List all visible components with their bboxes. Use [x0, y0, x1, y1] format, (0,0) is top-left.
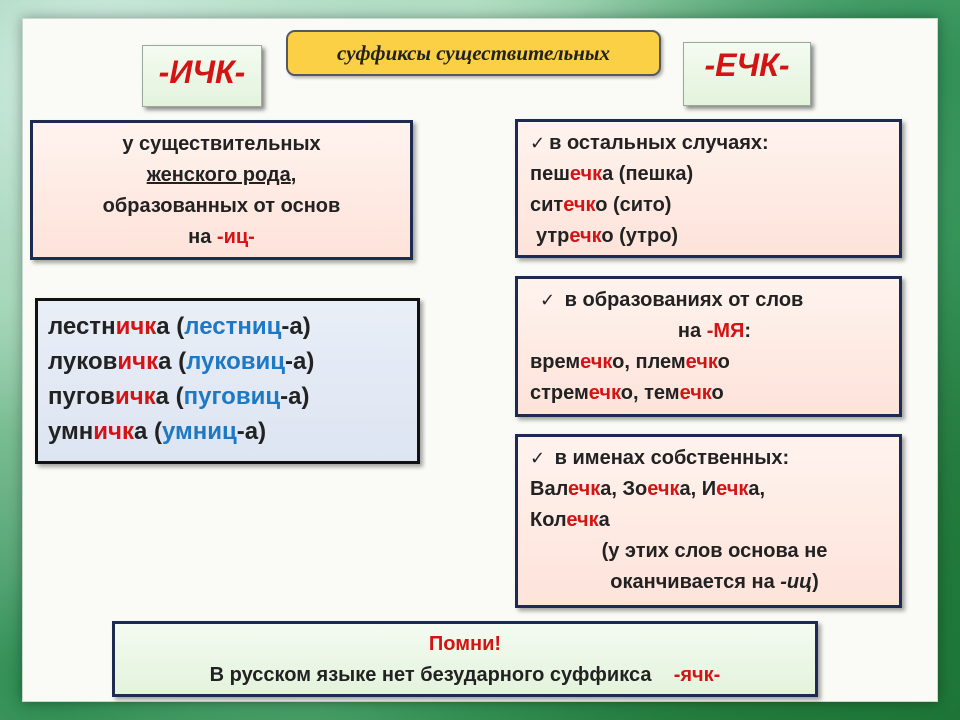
word-ending: о, тем	[620, 382, 680, 404]
example-row	[48, 379, 417, 414]
case-heading	[530, 443, 899, 474]
ichk-rule-box	[30, 120, 413, 260]
echk-case-other-box	[515, 119, 902, 258]
word-root: врем	[530, 351, 581, 373]
word-ending: а, Зо	[600, 478, 648, 500]
note-italic-suffix: -иц	[780, 571, 813, 593]
case-heading	[530, 285, 899, 316]
word-root: сит	[530, 194, 564, 216]
case-example	[530, 190, 899, 221]
word-suffix: ечк	[566, 509, 599, 531]
word-suffix: ичк	[117, 348, 159, 375]
word-suffix: ечк	[685, 351, 718, 373]
slide-title: суффиксы существительных	[286, 30, 661, 76]
word-suffix: ечк	[647, 478, 680, 500]
rule-line-3: образованных от основ	[102, 195, 341, 217]
case-example	[530, 347, 899, 378]
echk-case-proper-names-box	[515, 434, 902, 608]
word-suffix: ечк	[569, 163, 603, 185]
word-root: луков	[48, 348, 118, 375]
rule-suffix-ic: -иц-	[216, 226, 255, 248]
word-ending: а (	[156, 313, 185, 340]
ichk-suffix-label: -ИЧК-	[142, 45, 262, 107]
case-note-line-2	[530, 567, 899, 598]
word-suffix: ичк	[114, 383, 156, 410]
word-ending: а (	[158, 348, 187, 375]
case-heading	[530, 128, 899, 159]
case-example	[530, 159, 899, 190]
word-ending: о, плем	[612, 351, 686, 373]
base-word: умниц	[162, 418, 237, 445]
ichk-examples-box	[35, 298, 420, 464]
word-ending: а (пешка)	[602, 163, 694, 185]
base-ending: -а)	[285, 348, 315, 375]
base-ending: -а)	[236, 418, 267, 445]
case-example	[530, 378, 899, 409]
word-ending: а (	[133, 418, 162, 445]
base-ending: -а)	[281, 313, 311, 340]
note-close-paren: )	[812, 571, 819, 593]
word-ending: а,	[748, 478, 766, 500]
case-example	[530, 221, 899, 252]
example-row	[48, 414, 417, 449]
case-na: на	[677, 320, 707, 342]
word-suffix: ечк	[588, 382, 621, 404]
example-row	[48, 309, 417, 344]
rule-line-1: у существительных	[122, 133, 321, 155]
word-suffix: ичк	[93, 418, 134, 445]
case-mya: -МЯ	[706, 320, 745, 342]
check-icon: ✓	[540, 290, 556, 310]
rule-line-2	[33, 160, 410, 191]
rule-line-4	[33, 222, 410, 253]
word-ending: о (сито)	[595, 194, 672, 216]
echk-case-mya-box	[515, 276, 902, 417]
case-example	[530, 474, 899, 505]
word-root: пугов	[48, 383, 115, 410]
word-suffix: ечк	[563, 194, 596, 216]
word-root: пеш	[530, 163, 570, 185]
example-row	[48, 344, 417, 379]
case-heading-line-2	[530, 316, 899, 347]
base-word: луковиц	[186, 348, 286, 375]
word-root: Вал	[530, 478, 569, 500]
word-root: лестн	[48, 313, 116, 340]
remember-note-box	[112, 621, 818, 697]
word-suffix: ечк	[716, 478, 749, 500]
echk-suffix-label: -ЕЧК-	[683, 42, 811, 106]
word-ending: о	[711, 382, 724, 404]
word-root: умн	[48, 418, 94, 445]
word-root: утр	[536, 225, 570, 247]
remember-heading: Помни!	[428, 633, 502, 655]
rule-comma: ,	[290, 164, 297, 186]
case-note-line-1: (у этих слов основа не	[601, 540, 828, 562]
word-ending: о	[717, 351, 730, 373]
base-word: лестниц	[184, 313, 282, 340]
word-root: Кол	[530, 509, 567, 531]
case-example	[530, 505, 899, 536]
word-suffix: ечк	[568, 478, 601, 500]
rule-na: на	[188, 226, 217, 248]
word-ending: а	[598, 509, 610, 531]
word-suffix: ечк	[679, 382, 712, 404]
word-root: стрем	[530, 382, 589, 404]
case-heading-text: в именах собственных:	[549, 447, 790, 469]
remember-text-line	[115, 660, 815, 691]
note-text: оканчивается на	[610, 571, 781, 593]
word-suffix: ечк	[569, 225, 602, 247]
rule-gender-underlined: женского рода	[146, 164, 291, 186]
word-suffix: ечк	[580, 351, 613, 373]
word-ending: а (	[155, 383, 184, 410]
remember-suffix: -ячк-	[673, 664, 721, 686]
check-icon: ✓	[530, 133, 546, 153]
word-suffix: ичк	[115, 313, 157, 340]
check-icon: ✓	[530, 448, 546, 468]
base-word: пуговиц	[183, 383, 281, 410]
word-ending: а, И	[679, 478, 717, 500]
remember-text: В русском языке нет безударного суффикса	[209, 664, 652, 686]
base-ending: -а)	[280, 383, 310, 410]
word-ending: о (утро)	[601, 225, 679, 247]
case-colon: :	[744, 320, 752, 342]
case-heading-text: в образованиях от слов	[559, 289, 804, 311]
case-heading-text: в остальных случаях:	[549, 132, 769, 154]
